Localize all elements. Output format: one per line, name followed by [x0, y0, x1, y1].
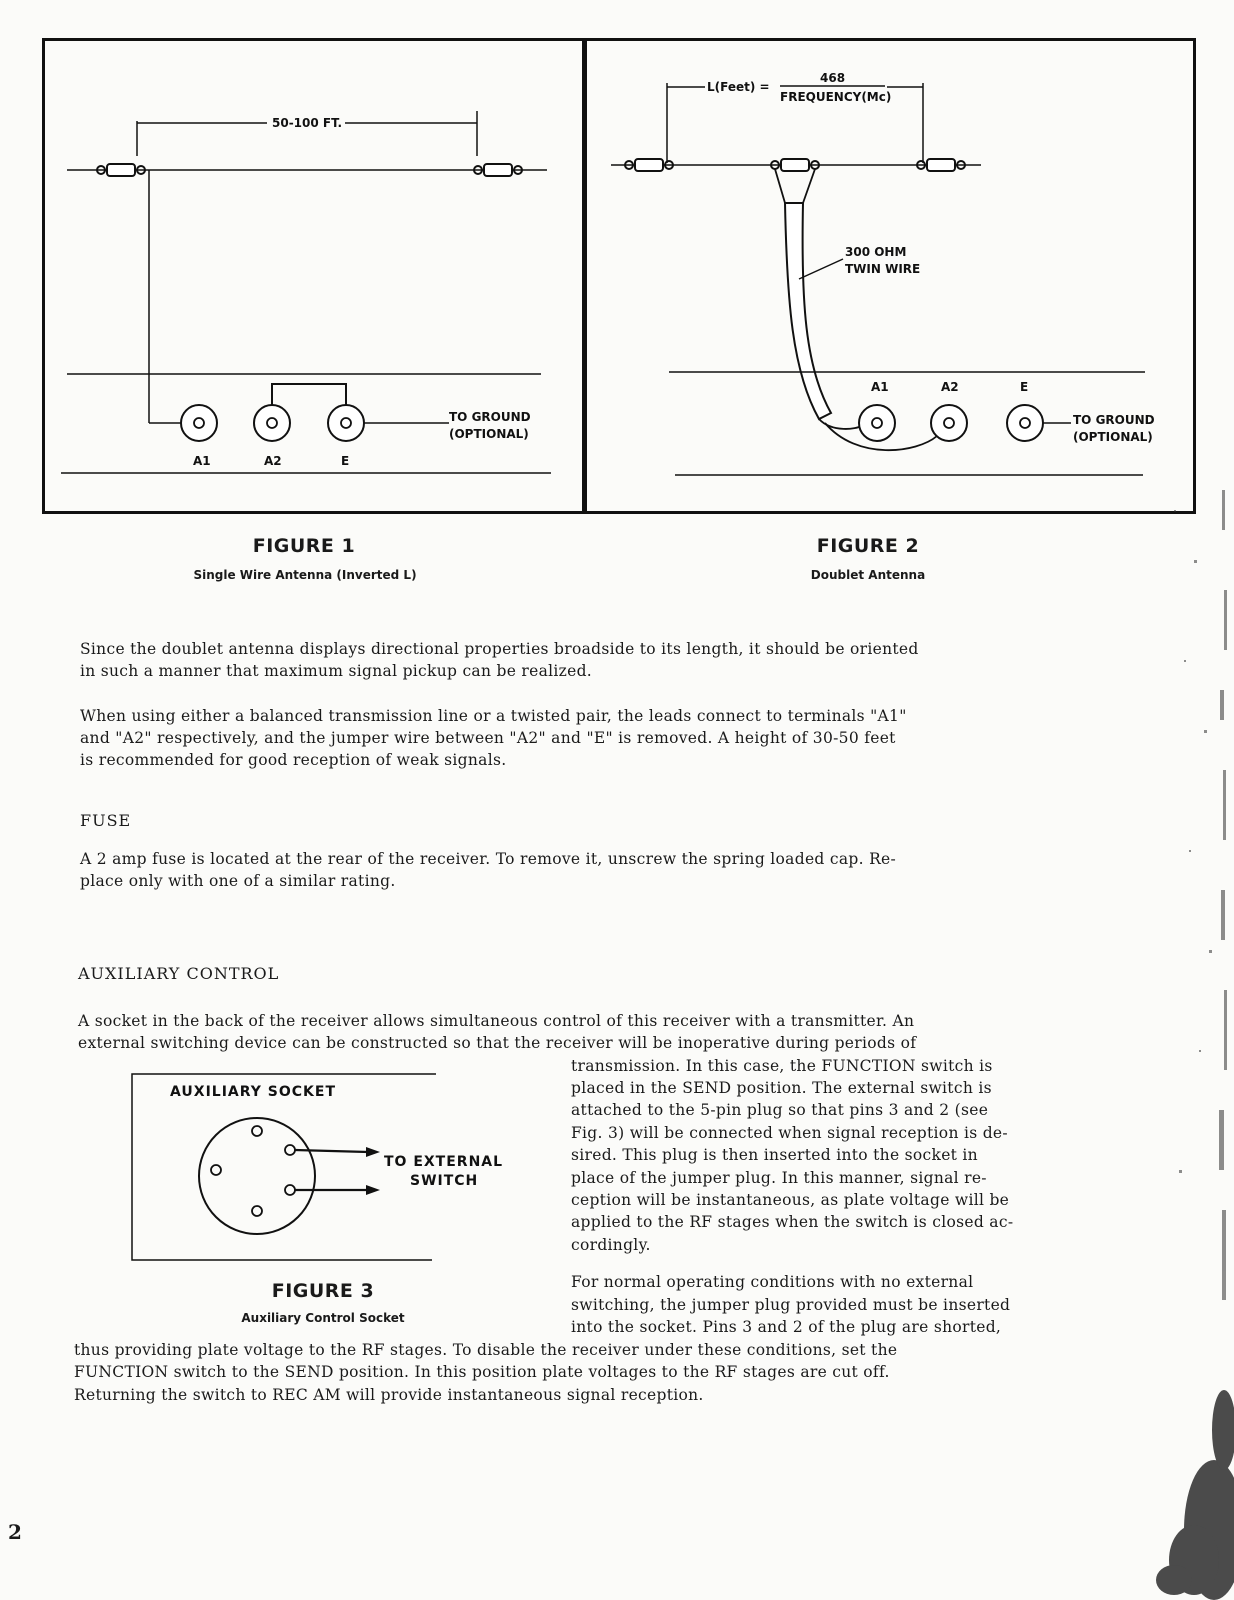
aux-column-line: transmission. In this case, the FUNCTION switch is: [571, 1057, 993, 1075]
paragraph-doublet-line-2: in such a manner that maximum signal pickup can be realized.: [80, 662, 593, 680]
paragraph-leads-line-3: is recommended for good reception of weak signals.: [80, 751, 507, 769]
fig2-terminal-a1: [859, 405, 895, 441]
figure-3-diagram: [130, 1072, 530, 1272]
fig2-denominator: FREQUENCY(Mc): [780, 90, 892, 104]
figure-1-diagram: [42, 38, 585, 514]
fig1-ground-label-2: (OPTIONAL): [449, 427, 529, 441]
aux-column-line: attached to the 5-pin plug so that pins 3 and 2 (see: [571, 1101, 989, 1119]
normal-operation-line: switching, the jumper plug provided must be inserted: [571, 1296, 1011, 1314]
fig1-terminal-a1: [181, 405, 217, 441]
paragraph-doublet-line-1: Since the doublet antenna displays directional properties broadside to its length, it should be oriented: [80, 640, 919, 658]
figure-2-subtitle: Doublet Antenna: [810, 568, 926, 582]
figure-1-subtitle: Single Wire Antenna (Inverted L): [193, 568, 417, 582]
figure-3-title: FIGURE 3: [271, 1280, 375, 1302]
fig1-terminal-a2: [254, 405, 290, 441]
aux-column-line: sired. This plug is then inserted into the socket in: [571, 1146, 978, 1164]
paragraph-leads-line-2: and "A2" respectively, and the jumper wire between "A2" and "E" is removed. A height of 30-50 feet: [80, 729, 896, 747]
fig1-jumper: [272, 384, 346, 405]
normal-operation-line: into the socket. Pins 3 and 2 of the plug are shorted,: [571, 1318, 1002, 1336]
figure-1-svg: [45, 41, 582, 511]
fig2-terminal-a2: [931, 405, 967, 441]
fuse-paragraph-line-1: A 2 amp fuse is located at the rear of the receiver. To remove it, unscrew the spring loaded cap. Re-: [80, 850, 897, 868]
fig2-terminal-label-e: E: [1020, 380, 1029, 394]
final-paragraph-line: FUNCTION switch to the SEND position. In this position plate voltages to the RF stages are cut off.: [74, 1363, 890, 1381]
fig2-twin-wire: [785, 203, 831, 419]
normal-operation-line: For normal operating conditions with no external: [571, 1273, 974, 1291]
fig2-ground-label-2: (OPTIONAL): [1073, 430, 1153, 444]
fig2-insulator-right: [917, 159, 965, 171]
figure-1-title: FIGURE 1: [252, 535, 356, 557]
fig1-terminal-label-a2: A2: [264, 454, 282, 468]
figure-3-subtitle: Auxiliary Control Socket: [241, 1311, 405, 1325]
auxiliary-control-heading: AUXILIARY CONTROL: [78, 964, 280, 983]
fig2-feedline-label-2: TWIN WIRE: [845, 262, 921, 276]
fig2-insulator-center: [771, 159, 819, 171]
aux-column-line: cordingly.: [571, 1236, 651, 1254]
fig2-numerator: 468: [820, 71, 846, 85]
fuse-heading: FUSE: [80, 811, 132, 830]
figure-2-svg: [587, 41, 1193, 511]
fig2-terminal-label-a2: A2: [941, 380, 959, 394]
fig2-ground-label-1: TO GROUND: [1073, 413, 1155, 427]
figure-3-external-label-2: SWITCH: [410, 1173, 479, 1189]
aux-column-line: place of the jumper plug. In this manner, signal re-: [571, 1169, 987, 1187]
auxiliary-socket: [199, 1118, 315, 1234]
aux-column-line: applied to the RF stages when the switch is closed ac-: [571, 1213, 1014, 1231]
figure-3-socket-label: AUXILIARY SOCKET: [170, 1084, 336, 1100]
aux-paragraph-line-1: A socket in the back of the receiver allows simultaneous control of this receiver with a transmitter. An: [78, 1012, 915, 1030]
fig1-terminal-label-e: E: [341, 454, 350, 468]
final-paragraph-line: Returning the switch to REC AM will provide instantaneous signal reception.: [74, 1386, 704, 1404]
scan-noise-edge: [1114, 470, 1234, 1600]
fig1-terminal-e: [328, 405, 364, 441]
figure-2-diagram: [584, 38, 1196, 514]
final-paragraph-line: thus providing plate voltage to the RF stages. To disable the receiver under these conditions, set the: [74, 1341, 898, 1359]
fig1-ground-label-1: TO GROUND: [449, 410, 531, 424]
insulator-right: [474, 164, 522, 176]
aux-column-line: placed in the SEND position. The external switch is: [571, 1079, 992, 1097]
fig2-insulator-left: [625, 159, 673, 171]
figure-2-title: FIGURE 2: [816, 535, 920, 557]
aux-paragraph-line-2: external switching device can be constructed so that the receiver will be inoperative during periods of: [78, 1034, 917, 1052]
fig2-length-label: L(Feet) =: [707, 80, 770, 94]
paragraph-leads-line-1: When using either a balanced transmission line or a twisted pair, the leads connect to terminals "A1": [80, 707, 907, 725]
fig2-terminal-label-a1: A1: [871, 380, 889, 394]
fig1-terminal-label-a1: A1: [193, 454, 211, 468]
figure-3-external-label-1: TO EXTERNAL: [384, 1154, 504, 1170]
aux-column-line: Fig. 3) will be connected when signal reception is de-: [571, 1124, 1008, 1142]
page-number: 2: [8, 1520, 22, 1544]
aux-column-line: ception will be instantaneous, as plate voltage will be: [571, 1191, 1010, 1209]
fig1-dimension-label: 50-100 FT.: [272, 116, 343, 130]
fig2-terminal-e: [1007, 405, 1043, 441]
fig2-feedline-label-1: 300 OHM: [845, 245, 907, 259]
insulator-left: [97, 164, 145, 176]
fuse-paragraph-line-2: place only with one of a similar rating.: [80, 872, 396, 890]
